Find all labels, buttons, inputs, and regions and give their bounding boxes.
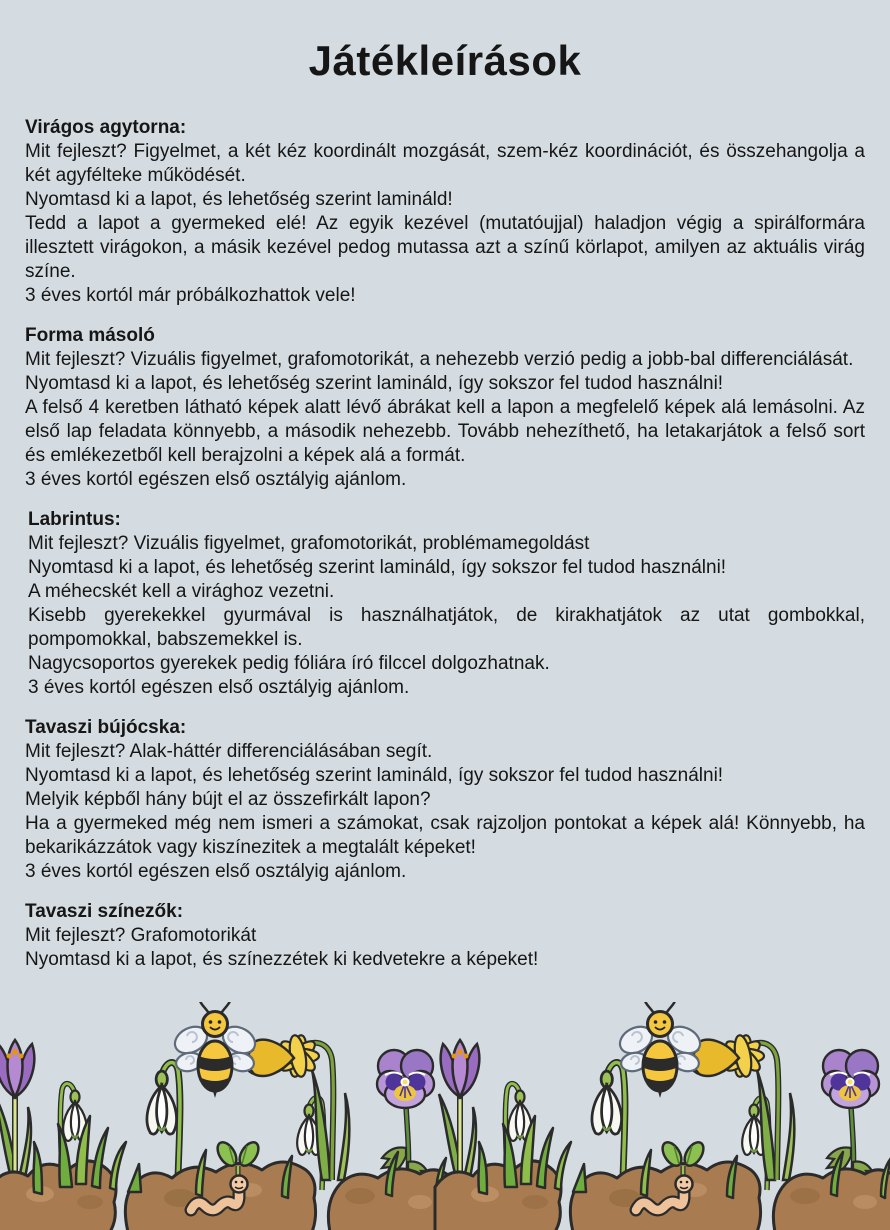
- spring-garden-svg: [0, 1002, 890, 1230]
- paragraph: Ha a gyermeked még nem ismeri a számokat, csak rajzoljon pontokat a képek alá! Könnyebb, ha bekarikázzátok vagy kiszínezitek a megtalált képeket!: [25, 813, 865, 859]
- paragraph: Mit fejleszt? Figyelmet, a két kéz koordinált mozgását, szem-kéz koordinációt, és összehangolja a két agyfélteke működését.: [25, 141, 865, 187]
- paragraph: A felső 4 keretben látható képek alatt lévő ábrákat kell a lapon a megfelelő képek alá lemásolni. Az első lap feladata könnyebb, a második nehezebb. Tovább nehezíthető, ha letakarjátok a felső sort és emlékezetből kell berajzolni a képek alá a formát.: [25, 397, 865, 467]
- section-tavaszi-szinezok: [25, 900, 865, 972]
- paragraph: Mit fejleszt? Grafomotorikát: [25, 925, 257, 947]
- paragraph: 3 éves kortól már próbálkozhattok vele!: [25, 285, 356, 307]
- paragraph: Nyomtasd ki a lapot, és lehetőség szerint lamináld, így sokszor fel tudod használni!: [25, 373, 724, 395]
- section-forma-masolo: [25, 324, 865, 492]
- section-tavaszi-bujocska: [25, 716, 865, 884]
- section-heading: Forma másoló: [25, 325, 155, 347]
- paragraph: Kisebb gyerekekkel gyurmával is használhatjátok, de kirakhatjátok az utat gombokkal, pompomokkal, babszemekkel is.: [28, 605, 865, 651]
- paragraph: 3 éves kortól egészen első osztályig ajánlom.: [25, 469, 407, 491]
- section-labrintus: [25, 508, 865, 700]
- paragraph: 3 éves kortól egészen első osztályig ajánlom.: [28, 677, 410, 699]
- section-heading: Virágos agytorna:: [25, 117, 187, 139]
- paragraph: Nyomtasd ki a lapot, és lehetőség szerint lamináld!: [25, 189, 453, 211]
- page-title: Játékleírások: [308, 37, 582, 84]
- paragraph: Nyomtasd ki a lapot, és lehetőség szerint lamináld, így sokszor fel tudod használni!: [28, 557, 727, 579]
- spring-garden-illustration: [0, 1002, 890, 1230]
- paragraph: 3 éves kortól egészen első osztályig ajánlom.: [25, 861, 407, 883]
- flower-border-tile-1: [0, 1002, 452, 1230]
- paragraph: Mit fejleszt? Vizuális figyelmet, grafomotorikát, a nehezebb verzió pedig a jobb-bal differenciálását.: [25, 349, 854, 371]
- flower-border-tile-2: [435, 1002, 890, 1230]
- document-content: [0, 36, 890, 972]
- section-heading: Tavaszi bújócska:: [25, 717, 187, 739]
- paragraph: Tedd a lapot a gyermeked elé! Az egyik kezével (mutatóujjal) haladjon végig a spirálformára illesztett virágokon, a másik kezével pedog mutassa azt a színű körlapot, amilyen az aktuális virág színe.: [25, 213, 865, 283]
- section-heading: Labrintus:: [28, 509, 121, 531]
- paragraph: Nagycsoportos gyerekek pedig fóliára író filccel dolgozhatnak.: [28, 653, 550, 675]
- paragraph: A méhecskét kell a virághoz vezetni.: [28, 581, 335, 603]
- paragraph: Mit fejleszt? Alak-háttér differenciálásában segít.: [25, 741, 433, 763]
- section-viragos-agytorna: [25, 116, 865, 308]
- paragraph: Nyomtasd ki a lapot, és színezzétek ki kedvetekre a képeket!: [25, 949, 539, 971]
- paragraph: Melyik képből hány bújt el az összefirkált lapon?: [25, 789, 431, 811]
- section-heading: Tavaszi színezők:: [25, 901, 184, 923]
- paragraph: Nyomtasd ki a lapot, és lehetőség szerint lamináld, így sokszor fel tudod használni!: [25, 765, 724, 787]
- paragraph: Mit fejleszt? Vizuális figyelmet, grafomotorikát, problémamegoldást: [28, 533, 590, 555]
